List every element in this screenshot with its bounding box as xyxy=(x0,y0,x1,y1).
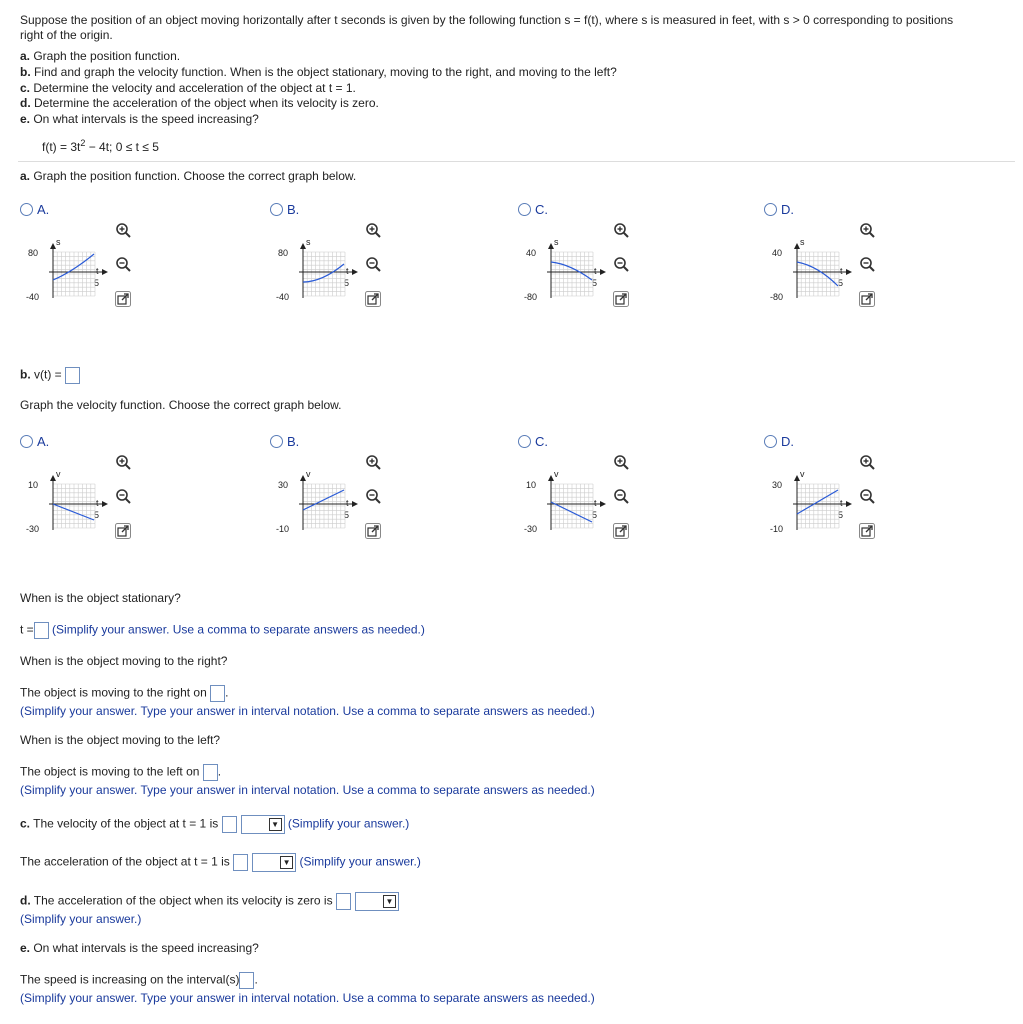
horizontal-axis-label: t xyxy=(594,498,597,508)
function-definition: $f(t) = 3t^2 - 4t$; 0 ≤ t ≤ 5 xyxy=(42,138,159,154)
horizontal-axis-label: t xyxy=(346,266,349,276)
velocity-option-b[interactable] xyxy=(270,434,510,554)
task-c: c. Determine the velocity and acceleration of the object at t = 1. xyxy=(20,81,356,95)
part-a-prompt: a. Graph the position function. Choose the correct graph below. xyxy=(20,169,357,183)
radio-button[interactable] xyxy=(518,203,531,216)
part-e-question: e. On what intervals is the speed increasing? xyxy=(20,941,259,955)
zoom-out-icon[interactable] xyxy=(612,487,630,505)
popout-icon[interactable] xyxy=(858,290,876,308)
zoom-out-icon[interactable] xyxy=(858,487,876,505)
zoom-out-icon[interactable] xyxy=(114,487,132,505)
intro-line-2: right of the origin. xyxy=(20,28,113,42)
radio-button[interactable] xyxy=(20,435,33,448)
zoom-in-icon[interactable] xyxy=(114,221,132,239)
moving-left-input[interactable] xyxy=(203,764,218,781)
zoom-in-icon[interactable] xyxy=(364,453,382,471)
acceleration-units-dropdown[interactable] xyxy=(252,853,296,872)
horizontal-axis-label: t xyxy=(840,498,843,508)
part-e-answer-row: The speed is increasing on the interval(s) . xyxy=(20,972,258,989)
popout-icon[interactable] xyxy=(364,522,382,540)
part-d-hint: (Simplify your answer.) xyxy=(20,912,142,926)
horizontal-axis-label: t xyxy=(96,498,99,508)
y-max-label: 30 xyxy=(278,480,289,490)
part-b-velocity: b. v(t) = xyxy=(20,367,80,384)
position-option-a[interactable] xyxy=(20,202,260,322)
mini-graph xyxy=(788,474,858,536)
curve xyxy=(303,264,344,282)
option-label[interactable]: D. xyxy=(764,434,794,449)
left-hint: (Simplify your answer. Type your answer in interval notation. Use a comma to separate answers as needed.) xyxy=(20,783,595,797)
vertical-axis-label: v xyxy=(306,469,311,479)
part-c-accel-row: The acceleration of the object at t = 1 is ▼ (Simplify your answer.) xyxy=(20,853,421,872)
mini-graph xyxy=(294,474,364,536)
velocity-function-input[interactable] xyxy=(65,367,80,384)
mini-graph xyxy=(294,242,364,304)
part-e-hint: (Simplify your answer. Type your answer in interval notation. Use a comma to separate answers as needed.) xyxy=(20,991,595,1005)
x-tick-5-label: 5 xyxy=(838,510,844,520)
radio-button[interactable] xyxy=(764,435,777,448)
position-option-c[interactable] xyxy=(518,202,758,322)
divider xyxy=(18,161,1015,162)
horizontal-axis-label: t xyxy=(840,266,843,276)
y-max-label: 40 xyxy=(526,248,537,258)
popout-icon[interactable] xyxy=(364,290,382,308)
y-min-label: -40 xyxy=(276,292,290,302)
moving-right-input[interactable] xyxy=(210,685,225,702)
left-answer-row: The object is moving to the left on . xyxy=(20,764,221,781)
y-max-label: 40 xyxy=(772,248,783,258)
zoom-out-icon[interactable] xyxy=(114,255,132,273)
stationary-input[interactable] xyxy=(34,622,49,639)
part-c-velocity-row: c. The velocity of the object at t = 1 is ▼ (Simplify your answer.) xyxy=(20,815,409,834)
y-max-label: 80 xyxy=(28,248,39,258)
radio-button[interactable] xyxy=(518,435,531,448)
x-tick-5-label: 5 xyxy=(344,278,350,288)
option-label[interactable]: A. xyxy=(20,434,49,449)
y-min-label: -30 xyxy=(26,524,40,534)
x-tick-5-label: 5 xyxy=(94,510,100,520)
x-tick-5-label: 5 xyxy=(838,278,844,288)
curve xyxy=(551,262,592,280)
popout-icon[interactable] xyxy=(114,290,132,308)
position-option-d[interactable] xyxy=(764,202,1004,322)
popout-icon[interactable] xyxy=(114,522,132,540)
velocity-units-dropdown[interactable] xyxy=(241,815,285,834)
stationary-answer-row: t = (Simplify your answer. Use a comma to separate answers as needed.) xyxy=(20,622,425,639)
vertical-axis-label: s xyxy=(554,237,559,247)
y-min-label: -40 xyxy=(26,292,40,302)
right-hint: (Simplify your answer. Type your answer in interval notation. Use a comma to separate answers as needed.) xyxy=(20,704,595,718)
radio-button[interactable] xyxy=(270,435,283,448)
vertical-axis-label: s xyxy=(56,237,61,247)
zoom-out-icon[interactable] xyxy=(612,255,630,273)
mini-graph xyxy=(44,474,114,536)
radio-button[interactable] xyxy=(270,203,283,216)
acceleration-zero-velocity-input[interactable] xyxy=(336,893,351,910)
velocity-option-c[interactable] xyxy=(518,434,758,554)
position-option-b[interactable] xyxy=(270,202,510,322)
popout-icon[interactable] xyxy=(612,522,630,540)
y-min-label: -80 xyxy=(524,292,538,302)
curve xyxy=(53,254,94,280)
horizontal-axis-label: t xyxy=(346,498,349,508)
mini-graph xyxy=(44,242,114,304)
task-a: a. Graph the position function. xyxy=(20,49,181,63)
popout-icon[interactable] xyxy=(612,290,630,308)
velocity-at-1-input[interactable] xyxy=(222,816,237,833)
y-max-label: 10 xyxy=(526,480,537,490)
chevron-down-icon: ▼ xyxy=(269,818,282,831)
chevron-down-icon: ▼ xyxy=(383,895,396,908)
radio-button[interactable] xyxy=(764,203,777,216)
mini-graph xyxy=(542,474,612,536)
curve xyxy=(53,504,94,520)
y-min-label: -30 xyxy=(524,524,538,534)
horizontal-axis-label: t xyxy=(96,266,99,276)
radio-button[interactable] xyxy=(20,203,33,216)
vertical-axis-label: s xyxy=(306,237,311,247)
velocity-graph-prompt: Graph the velocity function. Choose the correct graph below. xyxy=(20,398,342,412)
vertical-axis-label: v xyxy=(554,469,559,479)
mini-graph xyxy=(788,242,858,304)
y-min-label: -10 xyxy=(770,524,784,534)
acceleration-zero-units-dropdown[interactable] xyxy=(355,892,399,911)
x-tick-5-label: 5 xyxy=(592,510,598,520)
intro-line-1: Suppose the position of an object moving horizontally after t seconds is given by the following function s = f(t), where s is measured in feet, with s > 0 corresponding to positions xyxy=(20,13,954,27)
mini-graph xyxy=(542,242,612,304)
acceleration-at-1-input[interactable] xyxy=(233,854,248,871)
y-max-label: 80 xyxy=(278,248,289,258)
option-label[interactable]: A. xyxy=(20,202,49,217)
y-max-label: 10 xyxy=(28,480,39,490)
chevron-down-icon: ▼ xyxy=(280,856,293,869)
zoom-out-icon[interactable] xyxy=(364,255,382,273)
option-label[interactable]: C. xyxy=(518,434,548,449)
zoom-in-icon[interactable] xyxy=(114,453,132,471)
speed-increasing-input[interactable] xyxy=(239,972,254,989)
option-label[interactable]: B. xyxy=(270,434,299,449)
right-answer-row: The object is moving to the right on . xyxy=(20,685,228,702)
stationary-question: When is the object stationary? xyxy=(20,591,181,605)
velocity-option-d[interactable] xyxy=(764,434,1004,554)
zoom-in-icon[interactable] xyxy=(858,221,876,239)
y-min-label: -10 xyxy=(276,524,290,534)
right-question: When is the object moving to the right? xyxy=(20,654,228,668)
task-d: d. Determine the acceleration of the object when its velocity is zero. xyxy=(20,96,379,110)
x-tick-5-label: 5 xyxy=(592,278,598,288)
x-tick-5-label: 5 xyxy=(94,278,100,288)
zoom-in-icon[interactable] xyxy=(612,221,630,239)
popout-icon[interactable] xyxy=(858,522,876,540)
zoom-out-icon[interactable] xyxy=(364,487,382,505)
vertical-axis-label: s xyxy=(800,237,805,247)
y-max-label: 30 xyxy=(772,480,783,490)
task-e: e. On what intervals is the speed increasing? xyxy=(20,112,259,126)
left-question: When is the object moving to the left? xyxy=(20,733,221,747)
x-tick-5-label: 5 xyxy=(344,510,350,520)
velocity-option-a[interactable] xyxy=(20,434,260,554)
zoom-in-icon[interactable] xyxy=(364,221,382,239)
zoom-in-icon[interactable] xyxy=(858,453,876,471)
zoom-out-icon[interactable] xyxy=(858,255,876,273)
vertical-axis-label: v xyxy=(56,469,61,479)
y-min-label: -80 xyxy=(770,292,784,302)
horizontal-axis-label: t xyxy=(594,266,597,276)
option-label[interactable]: C. xyxy=(518,202,548,217)
task-b: b. Find and graph the velocity function. When is the object stationary, moving to the right, and moving to the left? xyxy=(20,65,617,79)
part-d-row: d. The acceleration of the object when its velocity is zero is ▼ xyxy=(20,892,399,911)
vertical-axis-label: v xyxy=(800,469,805,479)
option-label[interactable]: B. xyxy=(270,202,299,217)
zoom-in-icon[interactable] xyxy=(612,453,630,471)
option-label[interactable]: D. xyxy=(764,202,794,217)
